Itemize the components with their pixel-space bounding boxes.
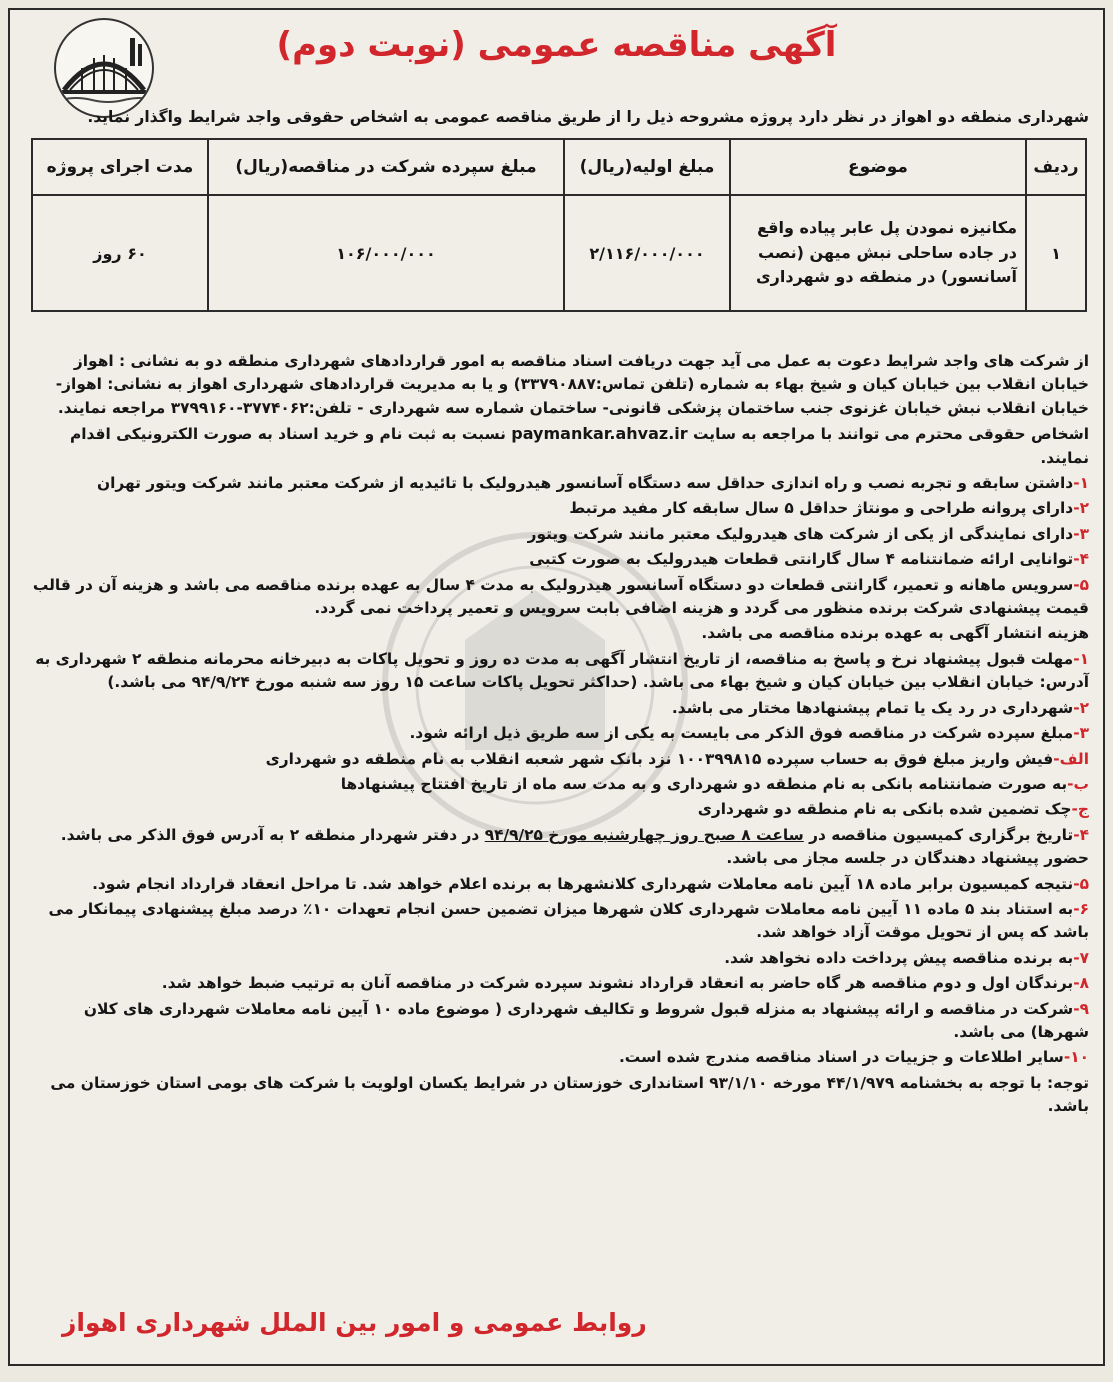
online-purchase-text: اشخاص حقوقی محترم می توانند با مراجعه به سایت paymankar.ahvaz.ir نسبت به ثبت نام و خرید اسناد به صورت الکترونیکی اقدام نمایند. xyxy=(69,424,1089,467)
cell-row-no: ۱ xyxy=(1026,195,1086,311)
intro-text: شهرداری منطقه دو اهواز در نظر دارد پروژه مشروحه ذیل را از طریق مناقصه عمومی به اشخاص حقوقی واجد شرایط واگذار نماید. xyxy=(87,108,1089,126)
website-link[interactable]: paymankar.ahvaz.ir xyxy=(511,424,688,444)
condition-item: ۵-سرویس ماهانه و تعمیر، گارانتی قطعات دو دستگاه آسانسور هیدرولیک به مدت ۴ سال به عهده برنده مناقصه می باشد و هزینه آن در قالب قیمت پیشنهادی شرکت برنده منظور می گردد و هزینه اضافی بابت سرویس و تعمیر پرداخت نمی گردد. xyxy=(32,575,1089,618)
condition-item: ۳-دارای نمایندگی از یکی از شرکت های هیدرولیک معتبر مانند شرکت ویتور xyxy=(527,524,1089,543)
rule-subitem: الف-فیش واریز مبلغ فوق به حساب سپرده ۱۰۰۳۹۹۸۱۵ نزد بانک شهر شعبه انقلاب به نام منطقه دو شهرداری xyxy=(265,749,1089,768)
rule-item: ۶-به استناد بند ۵ ماده ۱۱ آیین نامه معاملات شهرداری کلان شهرها میزان تضمین حسن انجام تعهدات ۱۰٪ درصد مبلغ پیشنهادی پیمانکار می باشد که پس از تحویل موقت آزاد خواهد شد. xyxy=(48,899,1089,942)
notice-body xyxy=(24,350,1089,1121)
cell-initial-amount: ۲/۱۱۶/۰۰۰/۰۰۰ xyxy=(564,195,730,311)
rule-subitem: ب-به صورت ضمانتنامه بانکی به نام منطقه دو شهرداری و به مدت سه ماه از تاریخ افتتاح پیشنهادها xyxy=(340,774,1089,793)
col-header-deposit: مبلغ سپرده شرکت در مناقصه(ریال) xyxy=(208,139,564,195)
cell-duration: ۶۰ روز xyxy=(32,195,208,311)
table-header-row xyxy=(32,139,1086,195)
col-header-row-no: ردیف xyxy=(1026,139,1086,195)
rule-item: ۷-به برنده مناقصه پیش پرداخت داده نخواهد شد. xyxy=(724,948,1089,967)
rule-item: ۹-شرکت در مناقصه و ارائه پیشنهاد به منزله قبول شروط و تکالیف شهرداری ( موضوع ماده ۱۰ آیین نامه معاملات شهرداری های کلان شهرها) می باشد. xyxy=(83,999,1089,1041)
condition-item: ۱-داشتن سابقه و تجربه نصب و راه اندازی حداقل سه دستگاه آسانسور هیدرولیک با تائیدیه از شرکت معتبر مانند شرکت ویتور تهران xyxy=(97,474,1089,493)
rule-item: ۸-برندگان اول و دوم مناقصه هر گاه حاضر به انعقاد قرارداد نشوند سپرده شرکت در مناقصه آنان به ترتیب ضبط خواهد شد. xyxy=(161,974,1089,993)
ad-cost-text: هزینه انتشار آگهی به عهده برنده مناقصه می باشد. xyxy=(701,624,1089,643)
rule-item: ۵-نتیجه کمیسیون برابر ماده ۱۸ آیین نامه معاملات شهرداری کلانشهرها به برنده اعلام خواهد شد. تا مراحل انعقاد قرارداد انجام شود. xyxy=(92,874,1089,893)
rule-item: ۲-شهرداری در رد یک یا تمام پیشنهادها مختار می باشد. xyxy=(671,698,1089,717)
rule-item: ۱۰-سایر اطلاعات و جزییات در اسناد مناقصه مندرج شده است. xyxy=(618,1048,1089,1067)
note-text: توجه: با توجه به بخشنامه ۴۴/۱/۹۷۹ مورخه ۹۳/۱/۱۰ استانداری خوزستان در شرایط یکسان اولویت با شرکت های بومی استان خوزستان می باشد. xyxy=(50,1073,1089,1116)
rule-item: ۱-مهلت قبول پیشنهاد نرخ و پاسخ به مناقصه، از تاریخ انتشار آگهی به مدت ده روز و تحویل پاکات به دبیرخانه محرمانه منطقه ۲ شهرداری به آدرس: خیابان انقلاب بین خیابان کیان و شیخ بهاء می باشد. (حداکثر تحویل پاکات ساعت ۱۵ روز سه شنبه مورخ ۹۴/۹/۲۴ می باشد.) xyxy=(35,649,1089,692)
col-header-initial-amount: مبلغ اولیه(ریال) xyxy=(564,139,730,195)
invitation-text: از شرکت های واجد شرایط دعوت به عمل می آید جهت دریافت اسناد مناقصه به امور قراردادهای شهرداری منطقه دو به نشانی : اهواز خیابان انقلاب بین خیابان کیان و شیخ بهاء به شماره (تلفن تماس:۳۳۷۹۰۸۸۷) و یا به مدیریت قراردادهای شهرداری اهواز به نشانی: اهواز- خیابان انقلاب نبش خیابان غزنوی جنب ساختمان پزشکی قانونی- ساختمان شماره سه شهرداری - تلفن:۳۷۷۴۰۶۲-۳۷۹۹۱۶۰ مراجعه نمایند. xyxy=(55,352,1089,417)
rule-subitem: ج-چک تضمین شده بانکی به نام منطقه دو شهرداری xyxy=(697,800,1089,819)
bridge-icon xyxy=(56,20,152,116)
notice-title: آگهی مناقصه عمومی (نوبت دوم) xyxy=(276,25,837,65)
notice-page xyxy=(8,8,1105,1366)
footer-signature: روابط عمومی و امور بین الملل شهرداری اهواز xyxy=(62,1308,647,1337)
col-header-duration: مدت اجرای پروژه xyxy=(32,139,208,195)
rule-item: ۴-تاریخ برگزاری کمیسیون مناقصه در ساعت ۸ صبح روز چهارشنبه مورخ ۹۴/۹/۲۵ در دفتر شهردار منطقه ۲ به آدرس فوق الذکر می باشد. حضور پیشنهاد دهندگان در جلسه مجاز می باشد. xyxy=(60,825,1089,868)
rule-item: ۳-مبلغ سپرده شرکت در مناقصه فوق الذکر می بایست به یکی از سه طریق ذیل ارائه شود. xyxy=(409,724,1089,743)
cell-deposit: ۱۰۶/۰۰۰/۰۰۰ xyxy=(208,195,564,311)
project-table xyxy=(31,138,1087,312)
condition-item: ۴-توانایی ارائه ضمانتنامه ۴ سال گارانتی قطعات هیدرولیک به صورت کتبی xyxy=(529,550,1089,569)
table-row xyxy=(32,195,1086,311)
municipality-logo xyxy=(54,18,154,118)
col-header-subject: موضوع xyxy=(730,139,1026,195)
condition-item: ۲-دارای پروانه طراحی و مونتاژ حداقل ۵ سال سابقه کار مفید مرتبط xyxy=(569,499,1089,518)
cell-subject: مکانیزه نمودن پل عابر پیاده واقع در جاده ساحلی نبش میهن (نصب آسانسور) در منطقه دو شهرداری xyxy=(730,195,1026,311)
